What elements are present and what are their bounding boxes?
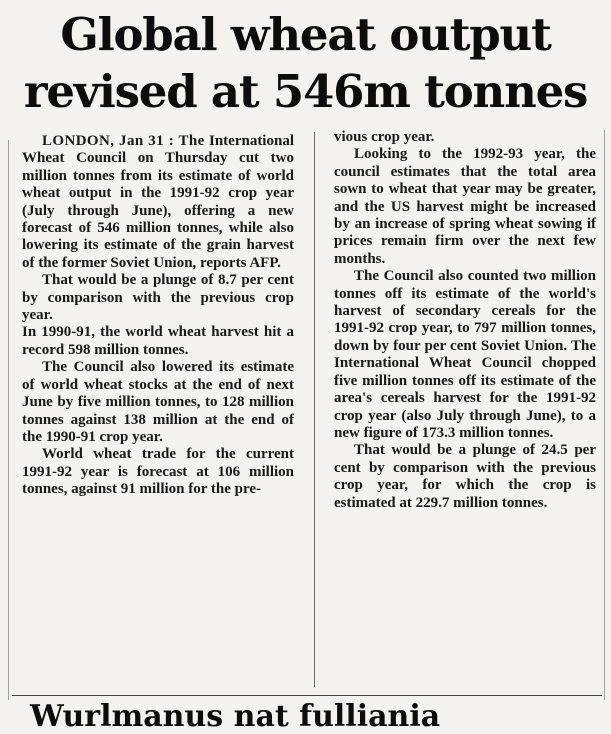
article-headline	[0, 6, 611, 120]
right-border-rule	[604, 130, 605, 700]
paragraph	[22, 133, 294, 272]
paragraph: The Council also counted two million tonnes off its estimate of the world's harvest of secondary cereals for the 1991-92 crop year, to 797 million tonnes, down by four per cent Soviet Union. The International Wheat Council chopped five million tonnes off its estimate of the area's cereals harvest for the 1991-92 crop year (also July through June), to a new figure of 173.3 million tonnes.	[334, 268, 596, 441]
paragraph: vious crop year.	[334, 129, 435, 145]
article-column-right	[334, 129, 596, 512]
headline-line-2: revised at 546m tonnes	[23, 65, 588, 118]
paragraph: That would be a plunge of 8.7 per cent by comparison with the previous crop year.	[22, 272, 294, 324]
paragraph: In 1990-91, the world wheat harvest hit a record 598 million tonnes.	[22, 324, 294, 358]
left-border-rule	[8, 140, 9, 700]
next-article-headline-partial: Wurlmanus nat fulliania	[30, 699, 441, 734]
article-column-left	[22, 133, 294, 499]
bottom-rule	[12, 695, 602, 696]
column-divider	[314, 132, 315, 687]
paragraph: Looking to the 1992-93 year, the council estimates that the total area sown to wheat that year may be greater, and the US harvest might be increased by an increase of spring wheat sowing if prices remain firm over the next few months.	[334, 146, 596, 267]
paragraph: The Council also lowered its estimate of world wheat stocks at the end of next June by five million tonnes, to 128 million tonnes against 138 million at the end of the 1990-91 crop year.	[22, 359, 294, 445]
paragraph: World wheat trade for the current 1991-92 year is forecast at 106 million tonnes, against 91 million for the pre-	[22, 446, 294, 498]
paragraph: That would be a plunge of 24.5 per cent by comparison with the previous crop year, for which the crop is estimated at 229.7 million tonnes.	[334, 442, 596, 511]
dateline: LONDON, Jan 31 : The	[42, 133, 205, 149]
paragraph-text: International Wheat Council on Thursday cut two million tonnes from its estimate of world wheat output in the 1991-92 crop year (July through June), offering a new forecast of 546 million tonnes, while also lowering its estimate of the grain harvest of the former Soviet Union, reports AFP.	[22, 133, 294, 271]
headline-line-1: Global wheat output	[60, 8, 551, 61]
